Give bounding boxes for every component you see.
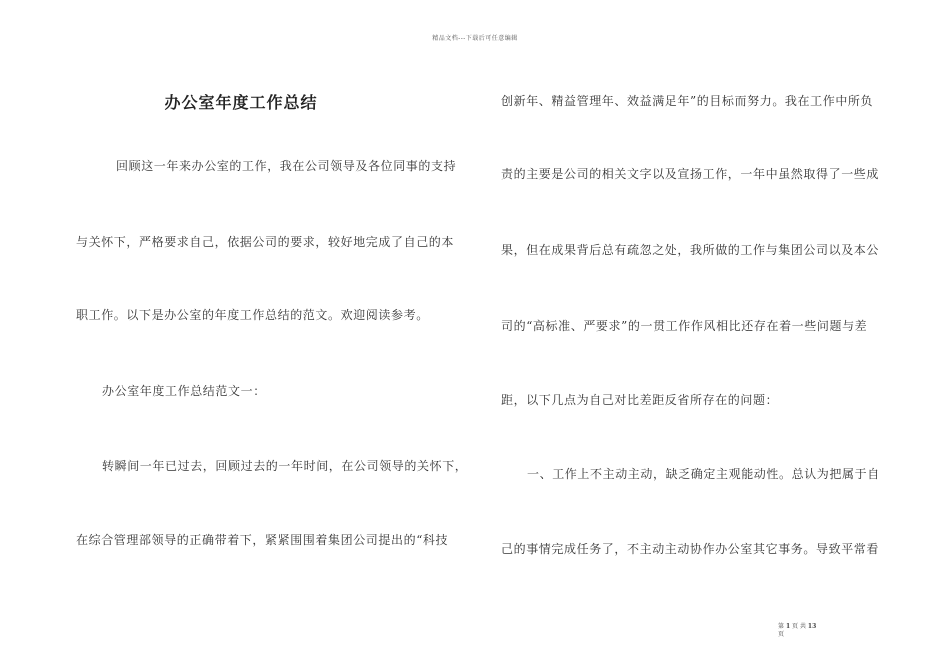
paragraph-line: 责的主要是公司的相关文字以及宣扬工作，一年中虽然取得了一些成 [501, 167, 880, 181]
page-label-suffix: 页 [778, 631, 785, 638]
section-heading: 办公室年度工作总结范文一： [102, 384, 266, 398]
paragraph-line: 果，但在成果背后总有疏忽之处，我所做的工作与集团公司以及本公 [501, 243, 880, 257]
document-title: 办公室年度工作总结 [164, 93, 318, 112]
page-label-mid: 页 共 [792, 623, 806, 630]
page-footer [778, 623, 858, 639]
paragraph-line: 己的事情完成任务了，不主动主动协作办公室其它事务。导致平常看 [501, 542, 880, 556]
paragraph-line: 与关怀下，严格要求自己，依据公司的要求，较好地完成了自己的本 [76, 235, 455, 249]
paragraph-line: 一、工作上不主动主动，缺乏确定主观能动性。总认为把属于自 [527, 467, 880, 481]
paragraph-line: 距，以下几点为自己对比差距反省所存在的问题： [501, 393, 779, 407]
header-note: 精品文档---下载后可任意编辑 [432, 35, 518, 42]
paragraph-line: 在综合管理部领导的正确带着下，紧紧围围着集团公司提出的“科技 [76, 533, 449, 547]
paragraph-line: 回顾这一年来办公室的工作，我在公司领导及各位同事的支持 [116, 159, 457, 173]
page-label-prefix: 第 [778, 623, 785, 630]
paragraph-line: 转瞬间一年已过去，回顾过去的一年时间，在公司领导的关怀下， [102, 459, 468, 473]
paragraph-line: 创新年、精益管理年、效益满足年”的目标而努力。我在工作中所负 [501, 94, 874, 108]
paragraph-line: 司的“高标准、严要求”的一贯工作作风相比还存在着一些问题与差 [501, 319, 868, 333]
page-number: 1 [785, 623, 791, 630]
paragraph-line: 职工作。以下是办公室的年度工作总结的范文。欢迎阅读参考。 [76, 308, 429, 322]
total-pages: 13 [807, 623, 817, 630]
